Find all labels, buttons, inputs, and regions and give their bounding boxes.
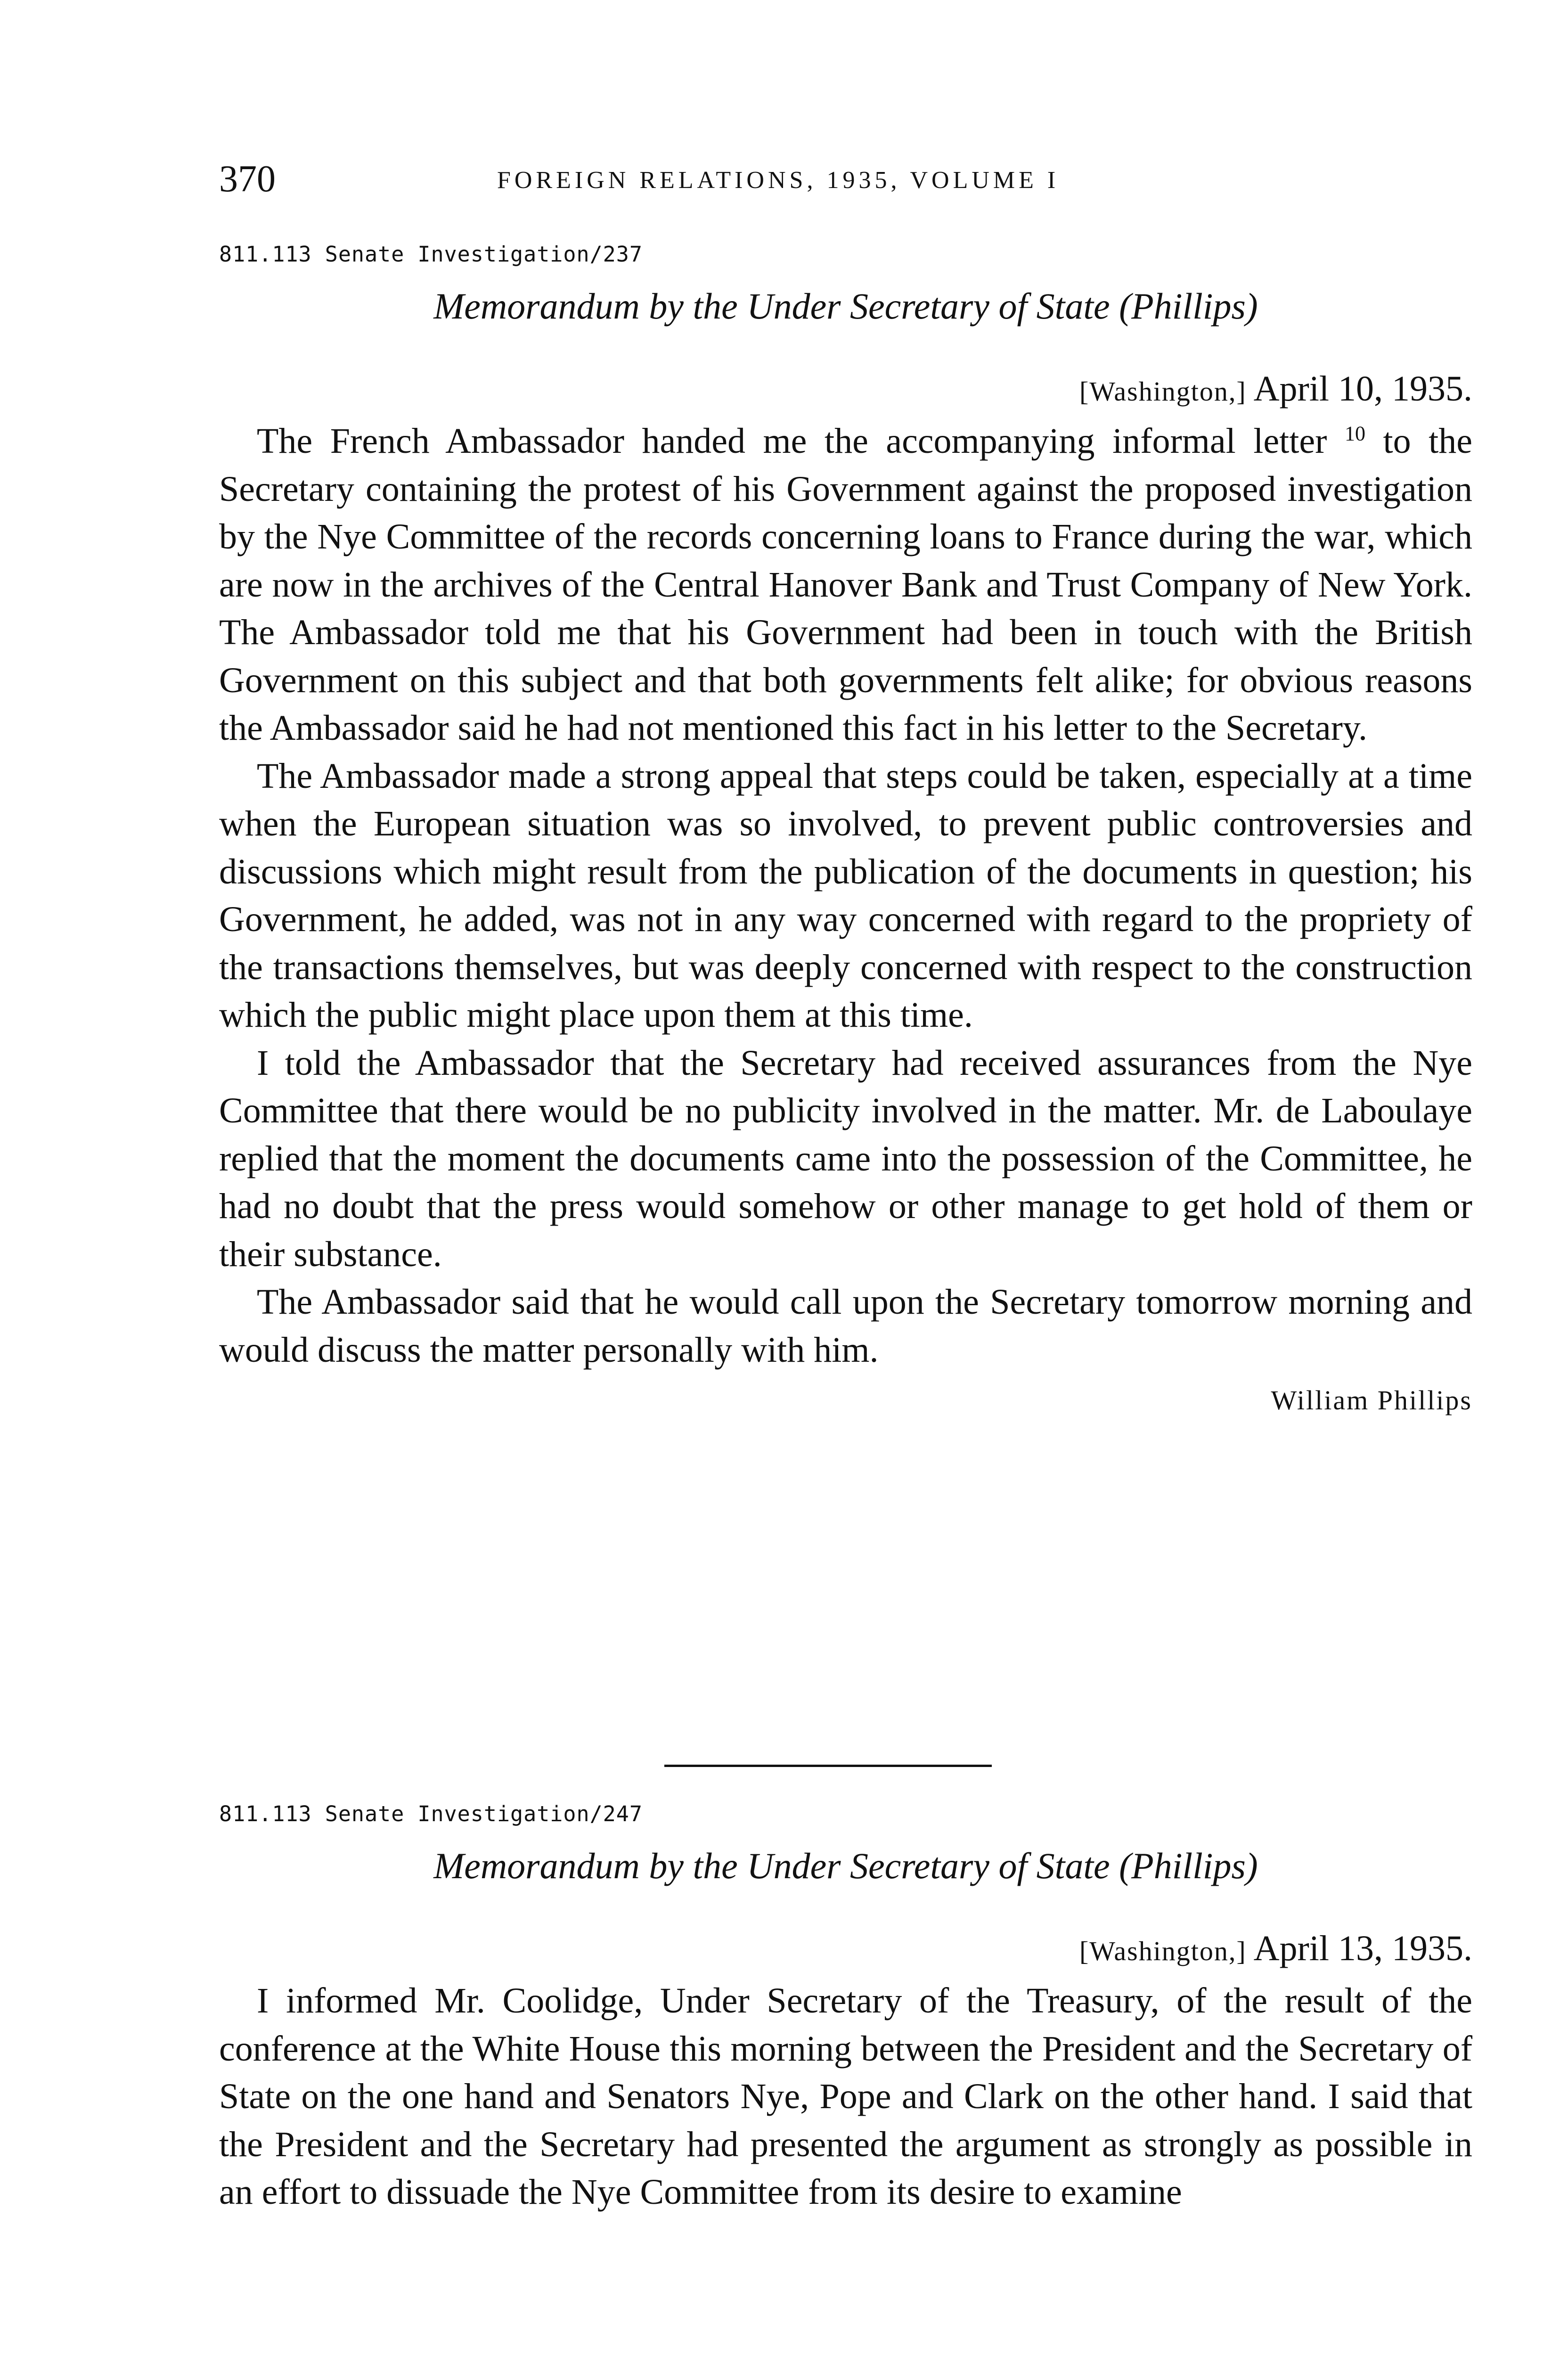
dateline-place: [Washington,] xyxy=(1079,376,1247,407)
page-header xyxy=(219,155,1472,203)
document-page xyxy=(219,0,1472,2356)
document-title: Memorandum by the Under Secretary of State (Phillips) xyxy=(433,286,1258,327)
document-title: Memorandum by the Under Secretary of State (Phillips) xyxy=(433,1845,1258,1886)
signature xyxy=(219,1374,1472,1424)
running-title: FOREIGN RELATIONS, 1935, VOLUME I xyxy=(497,167,1060,194)
paragraph: The Ambassador made a strong appeal that steps could be taken, especially at a time when the European situation was so involved, to prevent public controversies and discussions which might result from the publication of the documents in question; his Government, he added, was not in any way concerned with regard to the propriety of the transactions themselves, but was deeply concerned with respect to the construction which the public might place upon them at this time. xyxy=(219,756,1472,1035)
section-divider xyxy=(664,1765,992,1767)
dateline xyxy=(219,363,1472,417)
paragraph-text: The French Ambassador handed me the accompanying informal letter xyxy=(257,421,1327,461)
dateline-date: April 10, 1935. xyxy=(1253,369,1472,409)
dateline xyxy=(219,1922,1472,1977)
paragraph-text: to the Secretary containing the protest of his Government against the proposed investigation by the Nye Committee of the records concerning loans to France during the war, which are now in the archives of the Central Hanover Bank and Trust Company of New York. The Ambassador told me that his Government had been in touch with the British Government on this subject and that both governments felt alike; for obvious reasons the Ambassador said he had not mentioned this fact in his letter to the Secretary. xyxy=(219,421,1473,748)
paragraph: I informed Mr. Coolidge, Under Secretary of the Treasury, of the result of the conference at the White House this morning between the President and the Secretary of State on the one hand and Senators Nye, Pope and Clark on the other hand. I said that the President and the Secretary had presented the argument as strongly as possible in an effort to dissuade the Nye Committee from its desire to examine xyxy=(219,1981,1472,2212)
file-reference: 811.113 Senate Investigation/247 xyxy=(219,1801,643,1826)
memorandum-april-10 xyxy=(219,236,1472,1424)
signature-name: William Phillips xyxy=(1271,1385,1472,1415)
memorandum-april-13 xyxy=(219,1795,1472,2217)
page-number: 370 xyxy=(219,158,276,200)
file-reference: 811.113 Senate Investigation/237 xyxy=(219,242,643,267)
paragraph: The Ambassador said that he would call upon the Secretary tomorrow morning and would discuss the matter personally with him. xyxy=(219,1282,1472,1370)
dateline-date: April 13, 1935. xyxy=(1253,1929,1472,1968)
dateline-place: [Washington,] xyxy=(1079,1936,1247,1966)
paragraph xyxy=(219,417,1472,753)
footnote-reference: 10 xyxy=(1344,422,1365,445)
paragraph: I told the Ambassador that the Secretary had received assurances from the Nye Committee that there would be no publicity involved in the matter. Mr. de Laboulaye replied that the moment the documents came into the possession of the Committee, he had no doubt that the press would somehow or other manage to get hold of them or their substance. xyxy=(219,1043,1472,1274)
